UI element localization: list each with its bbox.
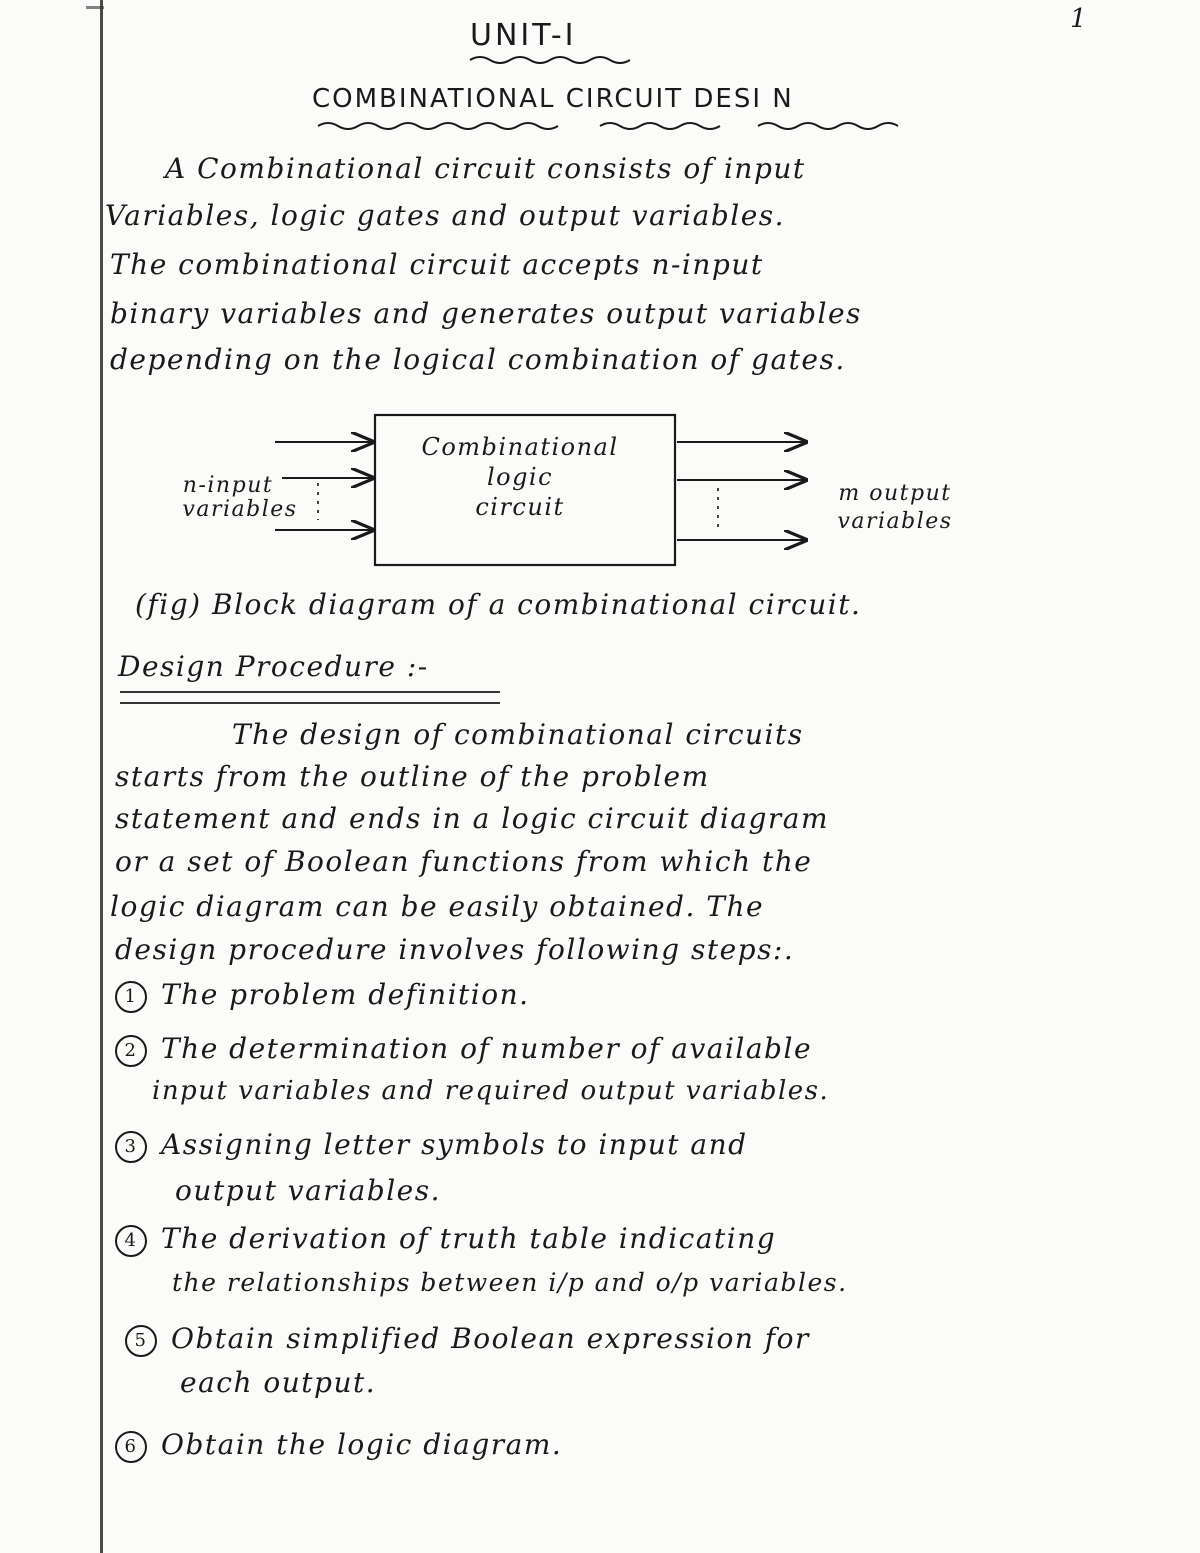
step-6-line-1: Obtain the logic diagram.: [161, 1428, 563, 1461]
step-2: [115, 1032, 812, 1067]
output-label-line-1: m output: [838, 481, 952, 506]
input-label-line-2: variables: [182, 497, 298, 522]
intro-line-4: binary variables and generates output variables: [110, 297, 862, 330]
page-number: 1: [1070, 4, 1087, 34]
procedure-line-2: starts from the outline of the problem: [115, 760, 710, 793]
output-label-line-2: variables: [837, 509, 953, 534]
intro-line-3: The combinational circuit accepts n-input: [110, 248, 764, 281]
step-3-line-1: Assigning letter symbols to input and: [161, 1128, 748, 1161]
corner-mark: [86, 6, 104, 9]
box-label-line-3: circuit: [475, 493, 565, 521]
step-2-line-2: input variables and required output variables.: [152, 1076, 830, 1106]
procedure-line-4: or a set of Boolean functions from which the: [115, 845, 813, 878]
step-4-line-2: the relationships between i/p and o/p variables.: [172, 1268, 848, 1297]
diagram-caption: (fig) Block diagram of a combinational circuit.: [135, 588, 862, 621]
step-number-4: 4: [115, 1225, 147, 1257]
step-1-line-1: The problem definition.: [161, 978, 530, 1011]
title-underline-1: [318, 123, 558, 129]
step-5: [125, 1322, 810, 1357]
step-number-3: 3: [115, 1131, 147, 1163]
box-label-line-2: logic: [486, 463, 554, 491]
step-4-line-1: The derivation of truth table indicating: [161, 1222, 777, 1255]
step-4: [115, 1222, 776, 1257]
intro-line-1: A Combinational circuit consists of input: [165, 152, 806, 185]
step-number-1: 1: [115, 981, 147, 1013]
input-variables-label: [158, 474, 298, 522]
unit-heading-underline: [470, 57, 630, 63]
procedure-line-1: The design of combinational circuits: [232, 718, 804, 751]
step-5-line-1: Obtain simplified Boolean expression for: [171, 1322, 810, 1355]
page-title: COMBINATIONAL CIRCUIT DESI N: [312, 84, 794, 114]
design-procedure-heading: Design Procedure :-: [118, 650, 429, 683]
procedure-line-5: logic diagram can be easily obtained. The: [110, 890, 765, 923]
step-3-line-2: output variables.: [175, 1174, 442, 1207]
step-number-6: 6: [115, 1431, 147, 1463]
step-1: [115, 978, 530, 1013]
intro-line-2: Variables, logic gates and output variables.: [105, 199, 786, 232]
input-label-line-1: n-input: [182, 473, 274, 498]
output-variables-label: [810, 480, 980, 536]
margin-line: [100, 0, 103, 1553]
step-number-2: 2: [115, 1035, 147, 1067]
procedure-line-3: statement and ends in a logic circuit diagram: [115, 802, 830, 835]
title-underline-3: [758, 123, 898, 129]
diagram-box-label: [395, 432, 645, 522]
title-underline-2: [600, 123, 720, 129]
step-6: [115, 1428, 562, 1463]
step-5-line-2: each output.: [180, 1366, 377, 1399]
unit-heading: UNIT-I: [470, 18, 577, 53]
box-label-line-1: Combinational: [421, 433, 619, 461]
procedure-line-6: design procedure involves following steps:.: [115, 933, 795, 966]
step-2-line-1: The determination of number of available: [161, 1032, 813, 1065]
intro-line-5: depending on the logical combination of gates.: [110, 343, 846, 376]
step-number-5: 5: [125, 1325, 157, 1357]
step-3: [115, 1128, 748, 1163]
